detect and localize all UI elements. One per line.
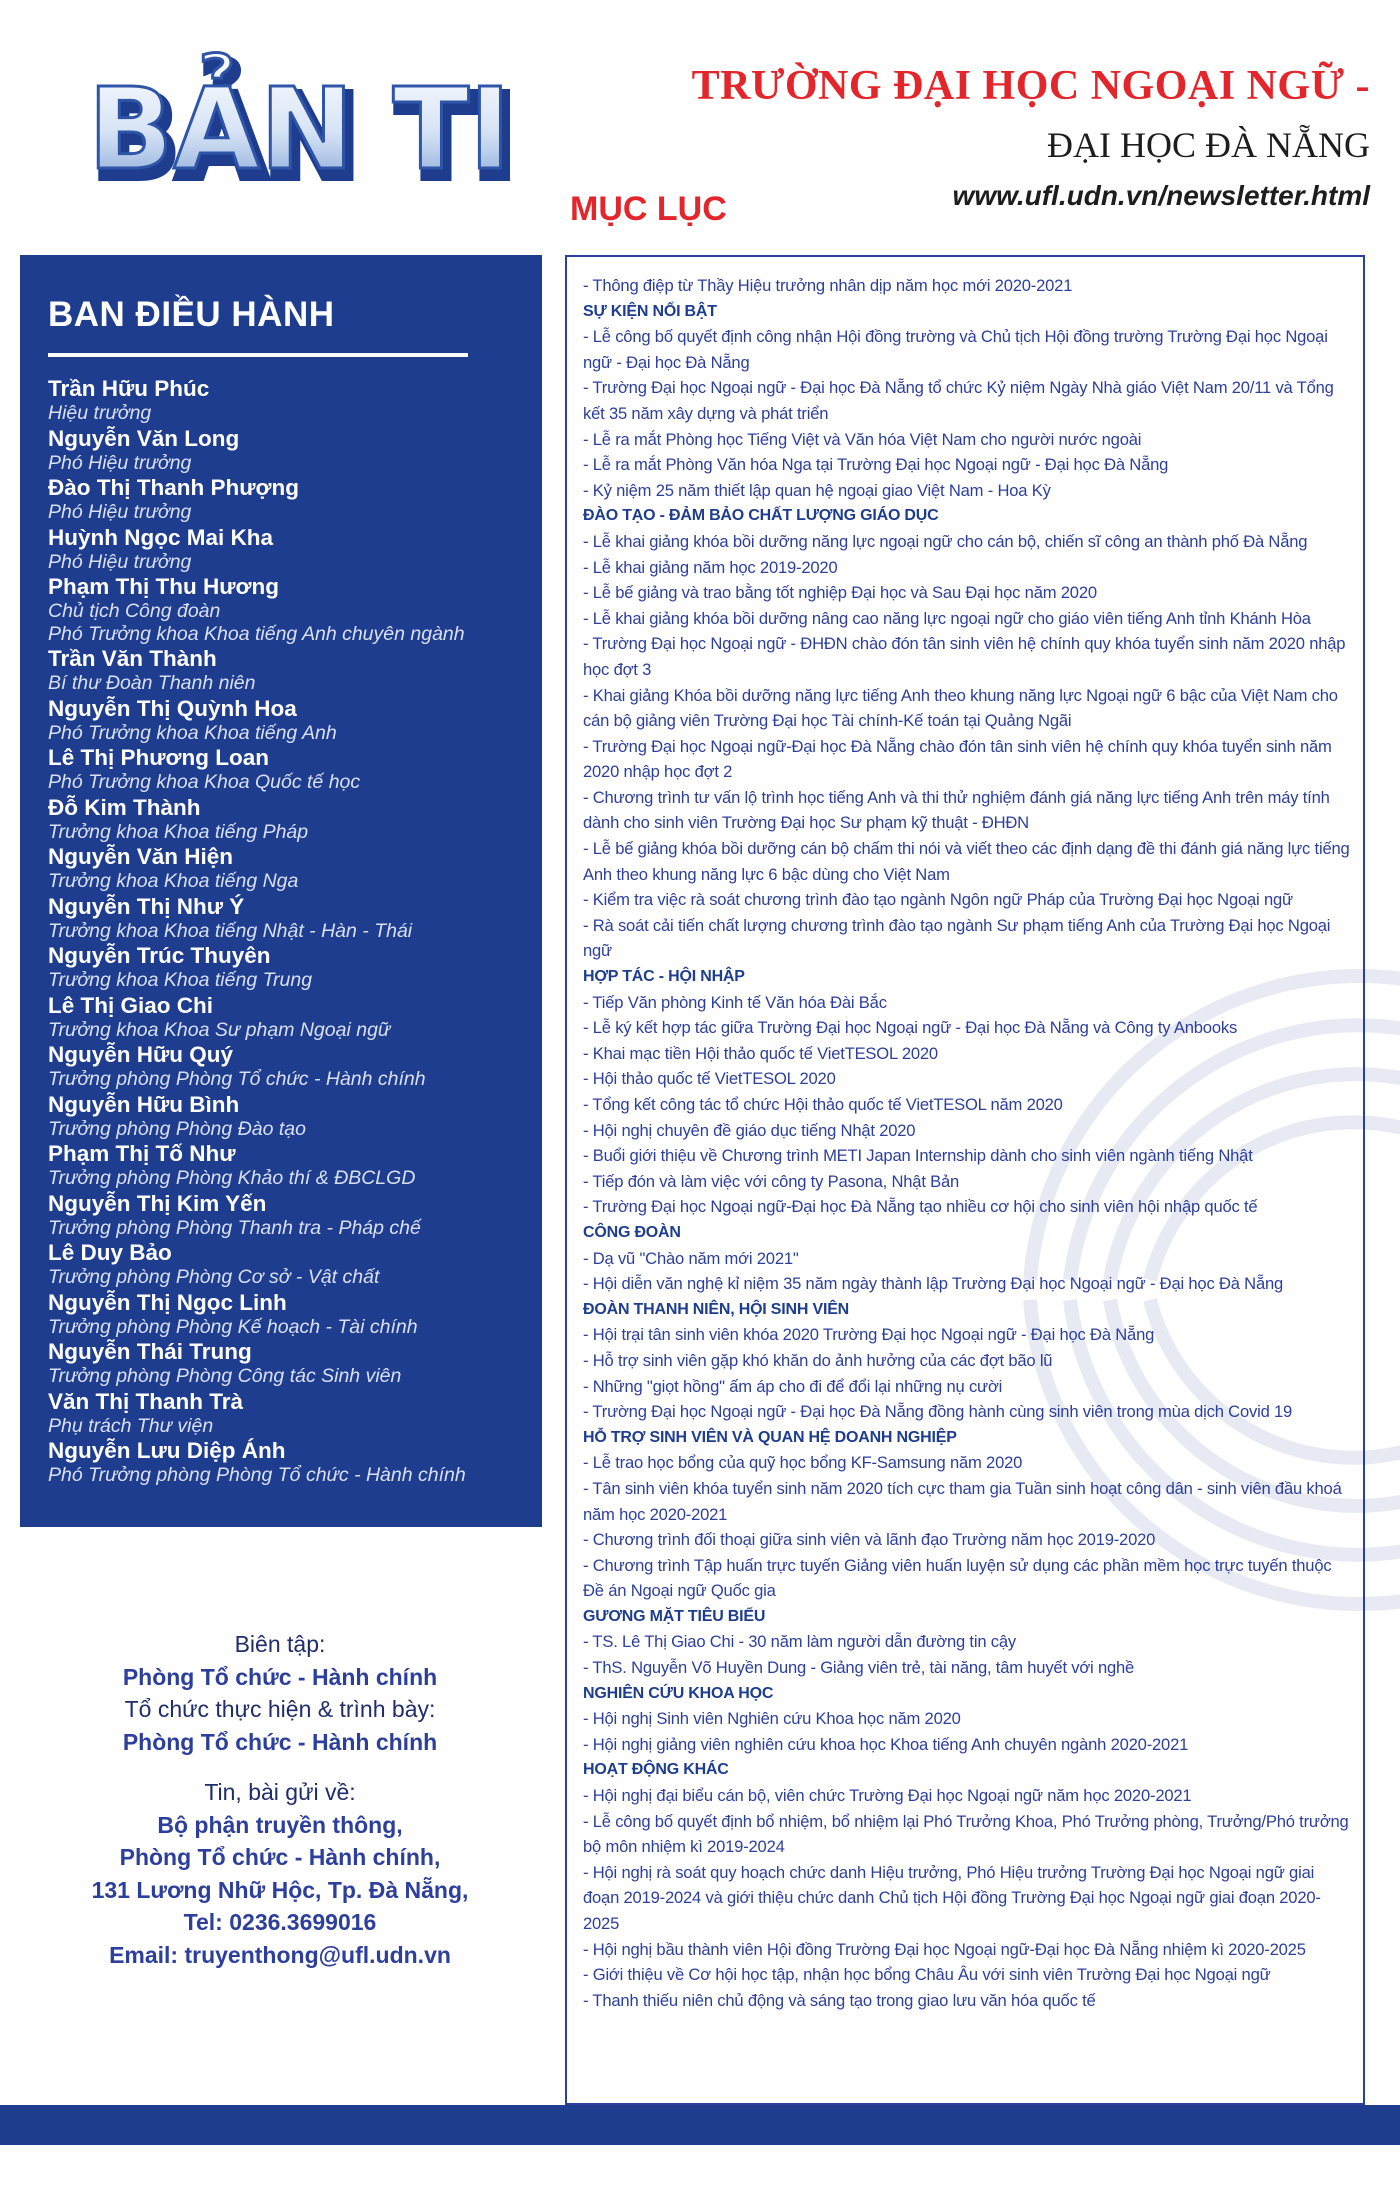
school-name-line2: ĐẠI HỌC ĐÀ NẴNG	[1047, 125, 1370, 165]
member-role: Phó Trưởng phòng Phòng Tổ chức - Hành chính	[48, 1464, 466, 1486]
board-member	[48, 1041, 516, 1091]
toc-item[interactable]: - Hội thảo quốc tế VietTESOL 2020	[583, 1069, 836, 1089]
member-role: Trưởng phòng Phòng Tổ chức - Hành chính	[48, 1068, 426, 1090]
toc-title: MỤC LỤC	[570, 190, 727, 228]
toc-section-heading: CÔNG ĐOÀN	[583, 1223, 681, 1241]
toc-section-heading: HOẠT ĐỘNG KHÁC	[583, 1761, 729, 1779]
member-role: Trưởng khoa Khoa tiếng Nhật - Hàn - Thái	[48, 919, 413, 942]
footer-bar	[0, 2105, 1400, 2145]
send-unit-2: Phòng Tổ chức - Hành chính,	[119, 1844, 441, 1870]
toc-item[interactable]: - Lễ khai giảng năm học 2019-2020	[583, 557, 838, 577]
member-role: Phụ trách Thư viện	[48, 1414, 214, 1437]
toc-item[interactable]: - Trường Đại học Ngoại ngữ-Đại học Đà Nẵng tạo nhiều cơ hội cho sinh viên hội nhập quốc tế	[583, 1197, 1258, 1217]
member-name: Nguyễn Lưu Diệp Ánh	[48, 1438, 286, 1463]
member-role: Hiệu trưởng	[48, 402, 152, 424]
member-name: Phạm Thị Tố Như	[48, 1141, 236, 1166]
board-member	[48, 474, 516, 524]
board-member	[48, 744, 516, 794]
member-role: Phó Hiệu trưởng	[48, 550, 192, 573]
member-role: Chủ tịch Công đoàn	[48, 600, 221, 622]
member-role: Trưởng khoa Khoa tiếng Nga	[48, 870, 299, 892]
member-role: Phó Trưởng khoa Khoa Quốc tế học	[48, 771, 361, 793]
member-role: Trưởng khoa Khoa Sư phạm Ngoại ngữ	[48, 1018, 391, 1041]
toc-item[interactable]: - Lễ bế giảng khóa bồi dưỡng cán bộ chấm thi nói và viết theo các định dạng đề thi đánh giá năng lực tiếng Anh theo khung năng lực 6 bậc dùng cho Việt Nam	[583, 839, 1350, 884]
toc-item[interactable]: - Tân sinh viên khóa tuyển sinh năm 2020 tích cực tham gia Tuần sinh hoạt công dân - sinh viên đầu khoá năm học 2020-2021	[583, 1478, 1342, 1524]
member-name: Nguyễn Trúc Thuyên	[48, 943, 271, 968]
member-name: Nguyễn Hữu Bình	[48, 1091, 240, 1117]
board-member	[48, 843, 516, 893]
member-name: Nguyễn Thị Như Ý	[48, 893, 245, 919]
toc-item[interactable]: - Hỗ trợ sinh viên gặp khó khăn do ảnh hưởng của các đợt bão lũ	[583, 1350, 1053, 1370]
newsletter-url[interactable]: www.ufl.udn.vn/newsletter.html	[952, 180, 1370, 211]
toc-item[interactable]: - Giới thiệu về Cơ hội học tập, nhận học bổng Châu Âu với sinh viên Trường Đại học Ngoại ngữ	[583, 1965, 1271, 1985]
board-member	[48, 942, 516, 992]
toc-item[interactable]: - Lễ ký kết hợp tác giữa Trường Đại học Ngoại ngữ - Đại học Đà Nẵng và Công ty Anbooks	[583, 1018, 1238, 1038]
member-name: Lê Thị Phương Loan	[48, 745, 270, 770]
board-member-list	[48, 375, 516, 1487]
member-role: Trưởng phòng Phòng Khảo thí & ĐBCLGD	[48, 1167, 416, 1189]
board-member	[48, 992, 516, 1042]
member-name: Nguyễn Thị Ngọc Linh	[48, 1289, 287, 1315]
toc-item[interactable]: - Lễ khai giảng khóa bồi dưỡng nâng cao năng lực ngoại ngữ cho giáo viên tiếng Anh tỉnh Khánh Hòa	[583, 608, 1311, 628]
board-member	[48, 1190, 516, 1240]
member-name: Lê Duy Bảo	[48, 1240, 172, 1265]
member-role: Phó Hiệu trưởng	[48, 451, 192, 474]
member-name: Văn Thị Thanh Trà	[48, 1388, 244, 1414]
member-role: Bí thư Đoàn Thanh niên	[48, 672, 256, 694]
toc-item[interactable]: - Tiếp Văn phòng Kinh tế Văn hóa Đài Bắc	[583, 992, 887, 1012]
toc-item[interactable]: - ThS. Nguyễn Võ Huyền Dung - Giảng viên trẻ, tài năng, tâm huyết với nghề	[583, 1658, 1135, 1678]
toc-item[interactable]: - Thanh thiếu niên chủ động và sáng tạo trong giao lưu văn hóa quốc tế	[583, 1990, 1096, 2010]
board-member	[48, 425, 516, 475]
board-member	[48, 1289, 516, 1339]
toc-item[interactable]: - Hội nghị đại biểu cán bộ, viên chức Trường Đại học Ngoại ngữ năm học 2020-2021	[583, 1786, 1192, 1806]
toc-item[interactable]: - Trường Đại học Ngoại ngữ-Đại học Đà Nẵng chào đón tân sinh viên hệ chính quy khóa tuyển sinh năm 2020 nhập học đợt 2	[583, 736, 1332, 782]
toc-item[interactable]: - Kiểm tra việc rà soát chương trình đào tạo ngành Ngôn ngữ Pháp của Trường Đại học Ngoại ngữ	[583, 890, 1293, 910]
editor-info	[30, 1628, 530, 1971]
member-name: Phạm Thị Thu Hương	[48, 574, 280, 599]
table-of-contents	[565, 255, 1365, 2105]
newsletter-logo	[80, 40, 510, 200]
toc-item[interactable]: - Hội nghị Sinh viên Nghiên cứu Khoa học năm 2020	[583, 1709, 961, 1729]
member-role: Trưởng phòng Phòng Thanh tra - Pháp chế	[48, 1216, 421, 1239]
address: 131 Lương Nhữ Hộc, Tp. Đà Nẵng,	[91, 1876, 469, 1903]
board-member	[48, 794, 516, 844]
produce-unit: Phòng Tổ chức - Hành chính	[122, 1728, 438, 1755]
toc-item[interactable]: - Tổng kết công tác tổ chức Hội thảo quốc tế VietTESOL năm 2020	[583, 1095, 1063, 1114]
member-name: Huỳnh Ngọc Mai Kha	[48, 524, 274, 550]
toc-section-heading: SỰ KIỆN NỔI BẬT	[583, 302, 717, 320]
send-unit-1: Bộ phận truyền thông,	[157, 1811, 403, 1838]
member-role: Phó Trưởng khoa Khoa tiếng Anh chuyên ngành	[48, 622, 465, 645]
produce-label: Tổ chức thực hiện & trình bày:	[124, 1696, 436, 1722]
toc-item[interactable]: - Chương trình Tập huấn trực tuyến Giảng viên huấn luyện sử dụng các phần mềm học trực tuyến thuộc Đề án Ngoại ngữ Quốc gia	[583, 1555, 1332, 1601]
member-role: Trưởng phòng Phòng Công tác Sinh viên	[48, 1365, 402, 1387]
toc-item[interactable]: - Lễ bế giảng và trao bằng tốt nghiệp Đại học và Sau Đại học năm 2020	[583, 583, 1097, 603]
telephone: Tel: 0236.3699016	[183, 1909, 377, 1935]
edit-unit: Phòng Tổ chức - Hành chính	[122, 1663, 438, 1690]
toc-item[interactable]: - Thông điệp từ Thầy Hiệu trưởng nhân dịp năm học mới 2020-2021	[583, 276, 1073, 295]
member-name: Nguyễn Thị Quỳnh Hoa	[48, 695, 297, 721]
board-member	[48, 1239, 516, 1289]
toc-item[interactable]: - Khai giảng Khóa bồi dưỡng năng lực tiếng Anh theo khung năng lực Ngoại ngữ 6 bậc của Việt Nam cho cán bộ giảng viên Trường Đại học Tài chính-Kế toán tại Quảng Ngãi	[583, 685, 1338, 731]
toc-item[interactable]: - Hội trại tân sinh viên khóa 2020 Trường Đại học Ngoại ngữ - Đại học Đà Nẵng	[583, 1325, 1155, 1345]
toc-item[interactable]: - Hội diễn văn nghệ kỉ niệm 35 năm ngày thành lập Trường Đại học Ngoại ngữ - Đại học Đà Nẵng	[583, 1274, 1284, 1294]
board-member	[48, 1140, 516, 1190]
logo-text: BẢN TI	[88, 65, 510, 195]
toc-item[interactable]: - Hội nghị chuyên đề giáo dục tiếng Nhật 2020	[583, 1120, 916, 1140]
board-member	[48, 695, 516, 745]
toc-item[interactable]: - Lễ ra mắt Phòng học Tiếng Việt và Văn hóa Việt Nam cho người nước ngoài	[583, 429, 1142, 449]
member-name: Nguyễn Hữu Quý	[48, 1042, 234, 1067]
toc-item[interactable]: - Dạ vũ "Chào năm mới 2021"	[583, 1248, 799, 1268]
toc-item[interactable]: - Chương trình tư vấn lộ trình học tiếng Anh và thi thử nghiệm đánh giá năng lực tiếng Anh trên máy tính dành cho sinh viên Trường Đại học Sư phạm kỹ thuật - ĐHĐN	[583, 787, 1330, 833]
member-role: Phó Trưởng khoa Khoa tiếng Anh	[48, 721, 337, 744]
toc-item[interactable]: - Lễ công bố quyết định bổ nhiệm, bổ nhiệm lại Phó Trưởng Khoa, Phó Trưởng phòng, Trưởng/Phó trưởng bộ môn nhiệm kì 2019-2024	[583, 1811, 1349, 1857]
toc-item[interactable]: - Chương trình đối thoại giữa sinh viên và lãnh đạo Trường năm học 2019-2020	[583, 1530, 1156, 1550]
school-name-line1: TRƯỜNG ĐẠI HỌC NGOẠI NGỮ -	[691, 63, 1370, 109]
board-member	[48, 375, 516, 425]
toc-item[interactable]: - Khai mạc tiền Hội thảo quốc tế VietTESOL 2020	[583, 1043, 938, 1063]
toc-list	[583, 273, 1353, 2013]
board-panel	[20, 255, 542, 1527]
member-name: Lê Thị Giao Chi	[48, 992, 214, 1018]
member-role: Phó Hiệu trưởng	[48, 501, 192, 523]
member-name: Nguyễn Thị Kim Yến	[48, 1190, 267, 1216]
member-role: Trưởng phòng Phòng Đào tạo	[48, 1117, 306, 1140]
board-divider	[48, 353, 468, 357]
toc-section-heading: GƯƠNG MẶT TIÊU BIỂU	[583, 1607, 766, 1625]
toc-item[interactable]: - Hội nghị bầu thành viên Hội đồng Trường Đại học Ngoại ngữ-Đại học Đà Nẵng nhiệm kì 2020-2025	[583, 1939, 1306, 1959]
toc-item[interactable]: - Buổi giới thiệu về Chương trình METI Japan Internship dành cho sinh viên ngành tiếng Nhật	[583, 1146, 1253, 1166]
toc-item[interactable]: - Lễ ra mắt Phòng Văn hóa Nga tại Trường Đại học Ngoại ngữ - Đại học Đà Nẵng	[583, 455, 1169, 475]
member-name: Đỗ Kim Thành	[48, 794, 201, 820]
board-member	[48, 1388, 516, 1438]
toc-item[interactable]: - Tiếp đón và làm việc với công ty Pasona, Nhật Bản	[583, 1171, 960, 1191]
toc-section-heading: NGHIÊN CỨU KHOA HỌC	[583, 1684, 774, 1702]
toc-section-heading: HỖ TRỢ SINH VIÊN VÀ QUAN HỆ DOANH NGHIỆP	[583, 1428, 957, 1446]
toc-item[interactable]: - Lễ công bố quyết định công nhận Hội đồng trường và Chủ tịch Hội đồng trường Trường Đại học Ngoại ngữ - Đại học Đà Nẵng	[583, 327, 1328, 372]
member-name: Nguyễn Văn Hiện	[48, 844, 234, 869]
board-member	[48, 1437, 516, 1487]
logo-graphic	[80, 40, 510, 200]
member-role: Trưởng phòng Phòng Kế hoạch - Tài chính	[48, 1315, 418, 1338]
member-name: Nguyễn Thái Trung	[48, 1339, 252, 1364]
member-name: Trần Hữu Phúc	[48, 376, 210, 401]
member-name: Nguyễn Văn Long	[48, 425, 240, 451]
email-link[interactable]: Email: truyenthong@ufl.udn.vn	[109, 1941, 451, 1968]
board-member	[48, 524, 516, 574]
toc-item[interactable]: - TS. Lê Thị Giao Chi - 30 năm làm người dẫn đường tin cậy	[583, 1632, 1016, 1652]
school-header	[692, 62, 1370, 212]
member-role: Trưởng khoa Khoa tiếng Trung	[48, 969, 313, 991]
toc-section-heading: HỢP TÁC - HỘI NHẬP	[583, 968, 745, 986]
send-label: Tin, bài gửi về:	[204, 1779, 356, 1805]
toc-item[interactable]: - Hội nghị giảng viên nghiên cứu khoa học Khoa tiếng Anh chuyên ngành 2020-2021	[583, 1734, 1189, 1754]
toc-item[interactable]: - Trường Đại học Ngoại ngữ - Đại học Đà Nẵng tổ chức Kỷ niệm Ngày Nhà giáo Việt Nam 20/11 và Tổng kết 35 năm xây dựng và phát triển	[583, 378, 1334, 423]
toc-section-heading: ĐÀO TẠO - ĐẢM BẢO CHẤT LƯỢNG GIÁO DỤC	[583, 507, 939, 525]
board-title: BAN ĐIỀU HÀNH	[48, 295, 335, 334]
toc-item[interactable]: - Lễ khai giảng khóa bồi dưỡng năng lực ngoại ngữ cho cán bộ, chiến sĩ công an thành phố Đà Nẵng	[583, 531, 1308, 551]
member-name: Đào Thị Thanh Phượng	[48, 475, 300, 500]
toc-item[interactable]: - Kỷ niệm 25 năm thiết lập quan hệ ngoại giao Việt Nam - Hoa Kỳ	[583, 480, 1051, 500]
member-role: Trưởng khoa Khoa tiếng Pháp	[48, 820, 309, 843]
board-member	[48, 1338, 516, 1388]
svg-text:BẢN TIN: BẢN TI	[93, 73, 510, 200]
toc-item[interactable]: - Trường Đại học Ngoại ngữ - ĐHĐN chào đón tân sinh viên hệ chính quy khóa tuyển sinh năm 2020 nhập học đợt 3	[583, 634, 1346, 679]
board-member	[48, 1091, 516, 1141]
member-role: Trưởng phòng Phòng Cơ sở - Vật chất	[48, 1266, 380, 1288]
edit-label: Biên tập:	[234, 1631, 326, 1657]
toc-item[interactable]: - Lễ trao học bổng của quỹ học bổng KF-Samsung năm 2020	[583, 1453, 1023, 1473]
toc-section-heading: ĐOÀN THANH NIÊN, HỘI SINH VIÊN	[583, 1300, 850, 1318]
toc-item[interactable]: - Trường Đại học Ngoại ngữ - Đại học Đà Nẵng đồng hành cùng sinh viên trong mùa dịch Covid 19	[583, 1402, 1293, 1422]
toc-item[interactable]: - Rà soát cải tiến chất lượng chương trình đào tạo ngành Sư phạm tiếng Anh của Trường Đại học Ngoại ngữ	[583, 915, 1331, 961]
toc-item[interactable]: - Những "giọt hồng" ấm áp cho đi để đổi lại những nụ cười	[583, 1376, 1003, 1396]
member-name: Trần Văn Thành	[48, 646, 217, 671]
board-member	[48, 645, 516, 695]
board-member	[48, 573, 516, 645]
board-member	[48, 893, 516, 943]
toc-item[interactable]: - Hội nghị rà soát quy hoạch chức danh Hiệu trưởng, Phó Hiệu trưởng Trường Đại học Ngoại ngữ giai đoạn 2019-2024 và giới thiệu chức danh Chủ tịch Hội đồng Trường Đại học Ngoại ngữ giai đoạn 2020-2025	[583, 1862, 1321, 1933]
